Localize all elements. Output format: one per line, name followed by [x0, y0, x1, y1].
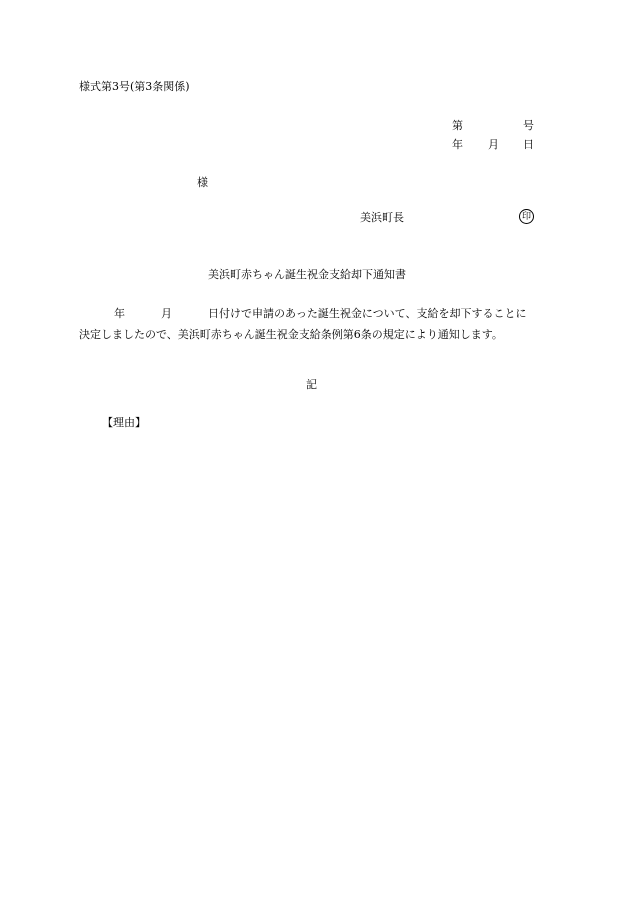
document-title: 美浜町赤ちゃん誕生祝金支給却下通知書 — [208, 268, 406, 281]
ki-heading: 記 — [306, 378, 317, 391]
body-line-2 — [79, 324, 549, 345]
body-year: 年 — [114, 307, 125, 320]
body-paragraph — [79, 303, 549, 345]
date-year: 年 — [452, 138, 463, 151]
form-number: 様式第3号(第3条関係) — [79, 80, 190, 93]
date-month: 月 — [488, 138, 499, 151]
body-line-1 — [79, 303, 549, 324]
document-number-prefix: 第 — [452, 119, 463, 132]
date-day: 日 — [523, 138, 534, 151]
reason-heading: 【理由】 — [102, 416, 146, 429]
addressee: 様 — [197, 176, 208, 189]
body-line-2-text: 決定しましたので、美浜町赤ちゃん誕生祝金支給条例第6条の規定により通知します。 — [79, 328, 503, 341]
body-month: 月 — [161, 307, 172, 320]
sender: 美浜町長 — [360, 211, 404, 224]
body-line-1-text: 日付けで申請のあった誕生祝金について、支給を却下することに — [208, 307, 527, 320]
seal-stamp: 印 — [519, 209, 534, 224]
document-number-suffix: 号 — [523, 119, 534, 132]
